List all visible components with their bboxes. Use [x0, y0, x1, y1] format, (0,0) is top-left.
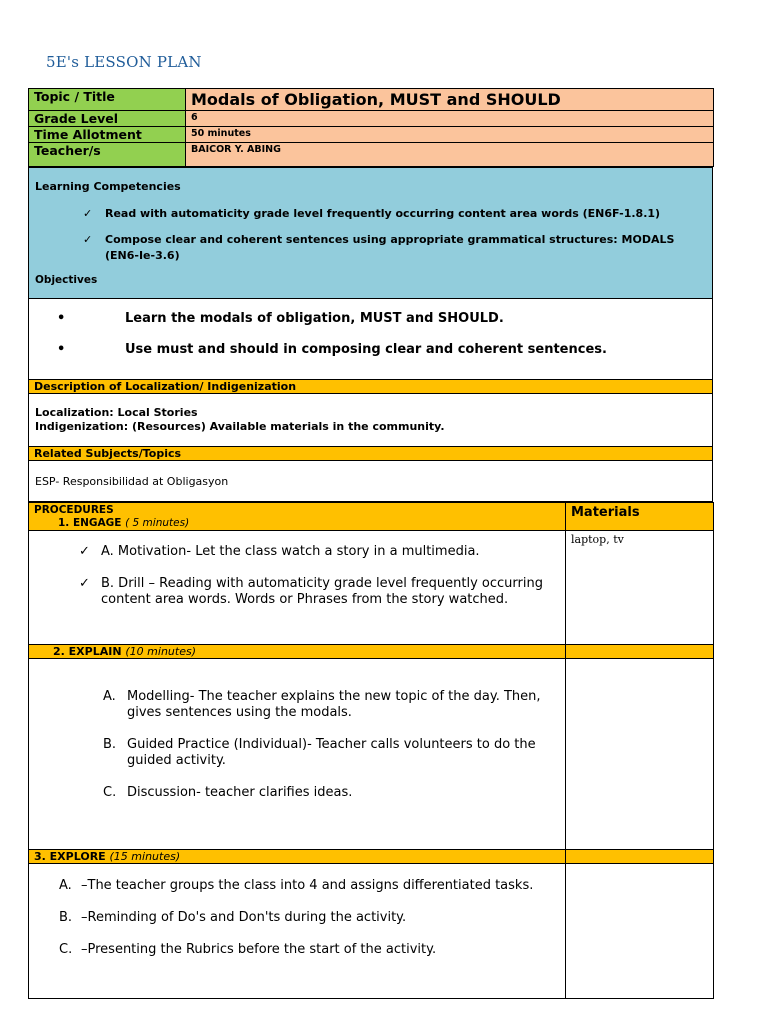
procedures-header — [29, 503, 566, 531]
explore-materials-header — [566, 850, 714, 864]
explain-item — [103, 737, 557, 769]
teacher-label: Teacher/s — [29, 143, 186, 167]
item-letter: A. — [59, 878, 72, 893]
item-letter: B. — [103, 737, 117, 752]
engage-item-text: B. Drill – Reading with automaticity grade level frequently occurring content area words. Words or Phrases from the story watched. — [101, 576, 543, 607]
explore-body — [29, 864, 566, 999]
objective-text: Learn the modals of obligation, MUST and SHOULD. — [125, 311, 504, 326]
explain-materials — [566, 659, 714, 850]
localization-header: Description of Localization/ Indigenization — [29, 380, 713, 394]
procedures-table — [28, 502, 714, 999]
engage-item — [79, 576, 557, 608]
explain-header — [29, 645, 566, 659]
engage-materials: laptop, tv — [566, 531, 714, 645]
objectives-list — [29, 299, 713, 380]
lesson-plan-sheet — [28, 88, 713, 999]
related-value: ESP- Responsibilidad at Obligasyon — [29, 461, 713, 502]
competency-item — [83, 206, 692, 222]
item-letter: C. — [59, 942, 73, 957]
explore-item-text: –Presenting the Rubrics before the start of the activity. — [81, 942, 437, 957]
explain-item — [103, 689, 557, 721]
header-table — [28, 88, 714, 167]
explore-item-text: –Reminding of Do's and Don'ts during the activity. — [81, 910, 407, 925]
competencies-table — [28, 167, 713, 502]
item-letter: B. — [59, 910, 73, 925]
localization-body — [29, 394, 713, 447]
engage-body — [29, 531, 566, 645]
explain-materials-header — [566, 645, 714, 659]
item-letter: A. — [103, 689, 116, 704]
materials-header: Materials — [566, 503, 714, 531]
time-label: Time Allotment — [29, 127, 186, 143]
competency-item — [83, 232, 692, 264]
related-header: Related Subjects/Topics — [29, 447, 713, 461]
time-value: 50 minutes — [186, 127, 714, 143]
explain-item — [103, 785, 557, 801]
page-title: 5E's LESSON PLAN — [46, 53, 202, 71]
indigenization-line: Indigenization: (Resources) Available materials in the community. — [35, 420, 445, 433]
objective-item — [57, 342, 702, 357]
explain-title: 2. EXPLAIN — [53, 645, 122, 658]
explore-title: 3. EXPLORE — [34, 850, 106, 863]
explain-time: (10 minutes) — [125, 645, 196, 658]
checkmark-icon: ✓ — [83, 233, 93, 246]
explore-header — [29, 850, 566, 864]
explain-item-text: Modelling- The teacher explains the new topic of the day. Then, gives sentences using the modals. — [127, 689, 541, 720]
competency-text: Read with automaticity grade level frequently occurring content area words (EN6F-1.8.1) — [105, 207, 661, 220]
objective-text: Use must and should in composing clear and coherent sentences. — [125, 342, 607, 357]
engage-item — [79, 544, 557, 560]
explore-item — [59, 910, 557, 926]
engage-title: 1. ENGAGE — [58, 517, 122, 529]
item-letter: C. — [103, 785, 117, 800]
engage-heading — [34, 517, 565, 530]
topic-label: Topic / Title — [29, 89, 186, 111]
explore-item — [59, 942, 557, 958]
explore-time: (15 minutes) — [109, 850, 181, 863]
explain-item-text: Discussion- teacher clarifies ideas. — [127, 785, 353, 800]
explore-item-text: –The teacher groups the class into 4 and assigns differentiated tasks. — [81, 878, 534, 893]
bullet-icon: • — [57, 342, 66, 357]
competency-text: Compose clear and coherent sentences using appropriate grammatical structures: MODALS (EN6-Ie-3.6) — [105, 233, 675, 262]
engage-item-text: A. Motivation- Let the class watch a story in a multimedia. — [101, 544, 480, 559]
procedures-label: PROCEDURES — [34, 504, 114, 516]
competencies-section — [29, 168, 713, 299]
explain-item-text: Guided Practice (Individual)- Teacher calls volunteers to do the guided activity. — [127, 737, 536, 768]
localization-line: Localization: Local Stories — [35, 406, 198, 419]
competencies-label: Learning Competencies — [35, 180, 181, 193]
explore-item — [59, 878, 557, 894]
explain-body — [29, 659, 566, 850]
objectives-label: Objectives — [35, 274, 98, 286]
bullet-icon: • — [57, 311, 66, 326]
teacher-value: BAICOR Y. ABING — [186, 143, 714, 167]
explore-materials — [566, 864, 714, 999]
checkmark-icon: ✓ — [79, 544, 90, 559]
grade-value: 6 — [186, 111, 714, 127]
objective-item — [57, 311, 702, 326]
checkmark-icon: ✓ — [83, 207, 93, 220]
grade-label: Grade Level — [29, 111, 186, 127]
checkmark-icon: ✓ — [79, 576, 90, 591]
engage-time: ( 5 minutes) — [125, 517, 190, 529]
topic-value: Modals of Obligation, MUST and SHOULD — [186, 89, 714, 111]
